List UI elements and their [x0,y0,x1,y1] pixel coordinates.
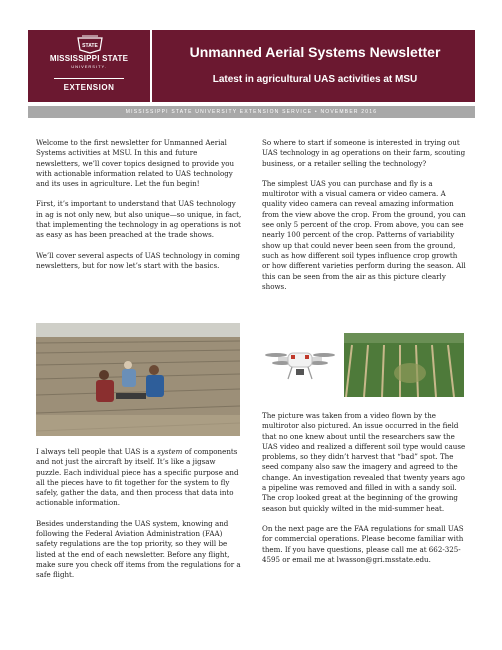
newsletter-header [28,30,475,102]
newsletter-title: Unmanned Aerial Systems Newsletter [189,44,441,60]
multirotor-drone-image [262,333,338,397]
paragraph-multirotor: The simplest UAS you can purchase and fly is a multirotor with a visual camera or video camera. A quality video camera can reveal amazing information from the view above the crop. From the ground, you can see only 5 percent of the crop. From above, you can see nearly 100 percent of the crop. Patterns of variability show up that could never been seen from the ground, such as how different soil types influence crop growth or how different varieties perform during the season. All this can be seen from the air as this picture clearly shows. [262,178,466,291]
intro-paragraph: Welcome to the first newsletter for Unmanned Aerial Systems activities at MSU. In this and future newsletters, we’ll cover topics designed to provide you with actionable information related to UAS technology and its uses in agriculture. Let the fun begin! [36,138,235,189]
msu-extension-logo [28,30,152,102]
logo-extension-text: EXTENSION [54,78,124,92]
left-column-bottom [36,447,242,591]
issue-band: MISSISSIPPI STATE UNIVERSITY EXTENSION SERVICE • NOVEMBER 2016 [28,106,475,118]
field-team-photo [36,323,240,436]
paragraph-unique: First, it’s important to understand that UAS technology in ag is not only new, but also unique—so unique, in fact, that implementing the technology in ag operations is not as easy as has been preached at the trade shows. [36,199,242,240]
paragraph-contact: On the next page are the FAA regulations for small UAS for commercial operations. Please become familiar with them. If you have questions, please call me at 662-325-4595 or email me at lwasson@gri.msstate.edu. [262,523,464,564]
paragraph-where-to-start: So where to start if someone is interested in trying out UAS technology in ag operations on their farm, scouting business, or a retailer selling the technology? [262,138,466,168]
logo-state-text: MISSISSIPPI STATE [49,54,129,63]
right-column-top [262,138,466,302]
left-column-top [36,138,242,281]
newsletter-subtitle: Latest in agricultural UAS activities at MSU [212,74,418,85]
svg-text:STATE: STATE [82,43,98,49]
paragraph-faa: Besides understanding the UAS system, knowing and following the Federal Aviation Administration (FAA) safety regulations are the top priority, so they will be listed at the end of each newsletter. Before any flight, make sure you check off items from the regulations for a safe flight. [36,518,241,580]
paragraph-basics: We’ll cover several aspects of UAS technology in coming newsletters, but for now let’s start with the basics. [36,250,240,270]
msu-crest-icon [76,34,104,54]
aerial-field-image [344,333,464,397]
paragraph-system: I always tell people that UAS is a system of components and not just the aircraft by itself. It’s like a jigsaw puzzle. Each individual piece has a specific purpose and all the pieces have to fit together for the system to fly safely, gather the data, and then process that data into actionable information. [36,447,239,508]
logo-university-text: UNIVERSITY. [71,64,107,69]
right-column-bottom [262,411,466,575]
paragraph-picture: The picture was taken from a video flown by the multirotor also pictured. An issue occurred in the field that no one knew about until the researchers saw the UAS video and realized a different soil type would cause problems, so they didn’t harvest that “bad” spot. The seed company also saw the imagery and agreed to the change. An investigation revealed that twenty years ago a pipeline was removed and filled in with a sandy soil. The crop looked great at the beginning of the growing season but quickly wilted in the mid-summer heat. [262,411,466,513]
